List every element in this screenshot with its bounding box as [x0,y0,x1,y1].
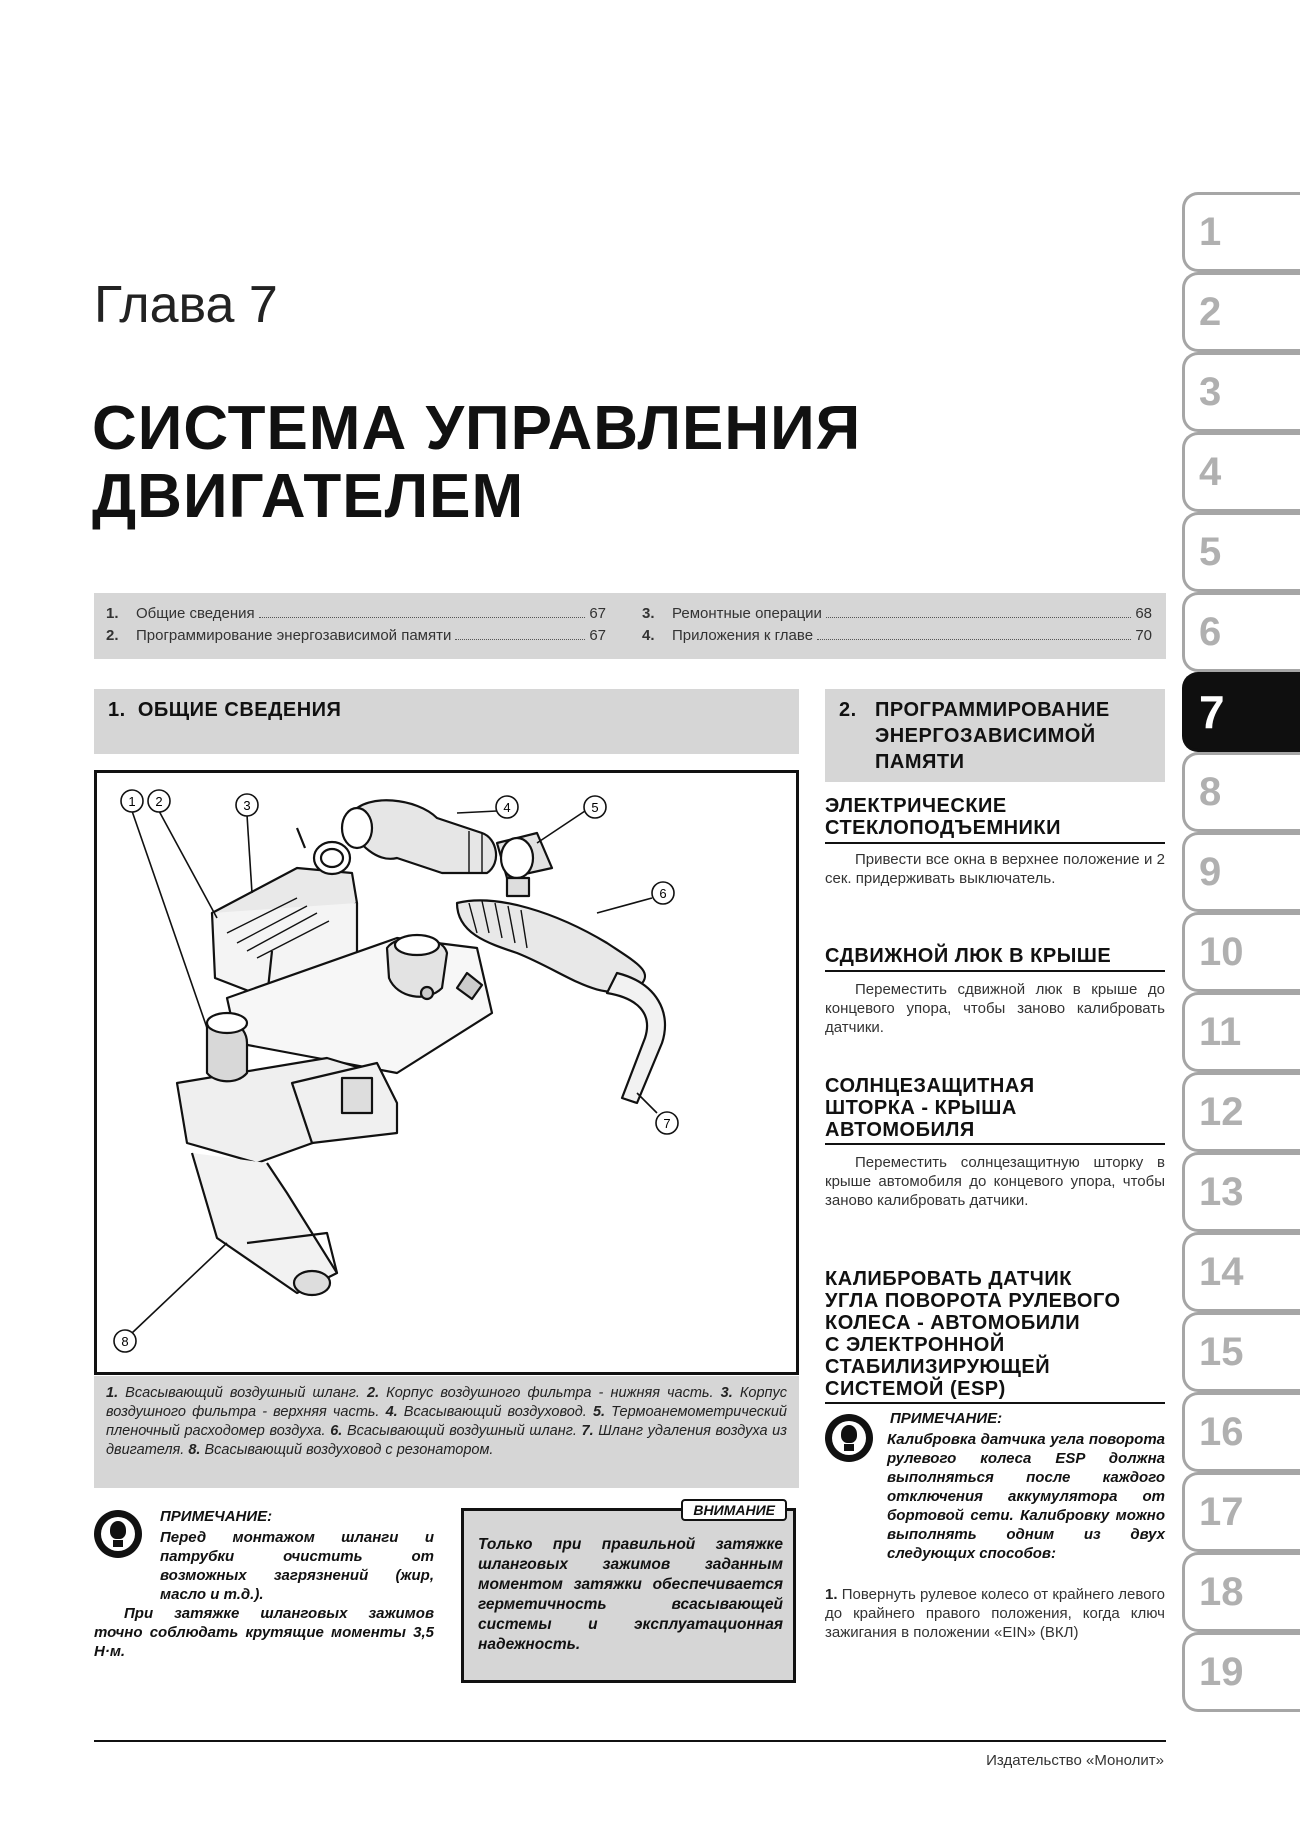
toc-num: 2. [106,627,119,644]
step-1 [825,1585,1165,1642]
warning-label: ВНИМАНИЕ [681,1499,787,1521]
intake-diagram [97,773,796,1372]
note-1-text-2: При затяжке шланговых зажимов точно соблюдать крутящие моменты 3,5 Н·м. [94,1605,434,1660]
toc-num: 4. [642,627,655,644]
caption-text: Всасывающий воздуховод. [397,1404,593,1420]
esp-heading-5: СТАБИЛИЗИРУЮЩЕЙ [825,1356,1051,1378]
svg-text:4: 4 [503,800,511,815]
caption-text: Всасывающий воздуховод с резонатором. [200,1442,494,1458]
chapter-tab-11[interactable]: 11 [1182,992,1300,1072]
caption-text: Всасывающий воздушный шланг. [342,1423,582,1439]
step-1-num: 1. [825,1586,838,1603]
esp-heading-3: КОЛЕСА - АВТОМОБИЛИ [825,1312,1081,1334]
chapter-tab-12[interactable]: 12 [1182,1072,1300,1152]
divider [825,1143,1165,1145]
toc-leader [259,616,586,618]
chapter-tab-10[interactable]: 10 [1182,912,1300,992]
sunblind-text: Переместить солнцезащитную шторку в крыше автомобиля до концевого упора, чтобы заново калибровать датчики. [825,1154,1165,1209]
section-1-title: ОБЩИЕ СВЕДЕНИЯ [137,699,342,721]
caption-num: 8. [188,1442,201,1458]
sunroof-text: Переместить сдвижной люк в крыше до концевого упора, чтобы заново калибровать датчики. [825,981,1165,1036]
caption-text: Термоанемометрический пленочный расходомер воздуха. [106,1404,787,1439]
callout-1 [121,790,143,812]
note-2-body [825,1430,1165,1563]
toc-label: Общие сведения [136,605,255,622]
svg-text:6: 6 [659,886,667,901]
toc-label: Приложения к главе [672,627,814,644]
publisher-footer: Издательство «Монолит» [986,1752,1164,1769]
section-2-title-2: ЭНЕРГОЗАВИСИМОЙ [875,725,1096,747]
svg-text:3: 3 [243,798,251,813]
toc-item [642,605,1152,622]
caption-num: 6. [330,1423,343,1439]
chapter-tab-7[interactable]: 7 [1182,672,1300,752]
note-2-title: ПРИМЕЧАНИЕ: [890,1410,1003,1427]
section-1-header [94,689,799,754]
warning-text: Только при правильной затяжке шланговых зажимов заданным моментом затяжки обеспечивается герметичность всасывающей системы и эксплуатационная надежность. [478,1536,783,1653]
svg-text:7: 7 [663,1116,671,1131]
esp-heading-4: С ЭЛЕКТРОННОЙ [825,1334,1005,1356]
toc-leader [817,638,1131,640]
caption-num: 4. [385,1404,398,1420]
title-line-1: СИСТЕМА УПРАВЛЕНИЯ [92,394,862,463]
chapter-tab-1[interactable]: 1 [1182,192,1300,272]
caption-num: 2. [367,1385,380,1401]
sunblind-heading-1: СОЛНЦЕЗАЩИТНАЯ [825,1075,1035,1097]
caption-num: 5. [592,1404,606,1420]
chapter-tab-14[interactable]: 14 [1182,1232,1300,1312]
section-2-header [825,689,1165,782]
engine-intake-figure [94,770,799,1375]
divider [825,1402,1165,1404]
esp-heading-6: СИСТЕМОЙ (ESP) [825,1378,1006,1400]
note-1-text-1: Перед монтажом шланги и патрубки очистить от возможных загрязнений (жир, масло и т.д.). [160,1529,434,1603]
divider [825,842,1165,844]
warning-box [461,1502,796,1683]
chapter-tab-8[interactable]: 8 [1182,752,1300,832]
note-2-text: Калибровка датчика угла поворота рулевого колеса ESP должна выполняться после каждого отключения аккумулятора от бортовой сети. Калибровку можно выполнять одним из двух следующих способов: [887,1431,1165,1562]
chapter-label: Глава 7 [94,276,278,334]
page-title [92,395,992,531]
chapter-tab-2[interactable]: 2 [1182,272,1300,352]
esp-heading-1: КАЛИБРОВАТЬ ДАТЧИК [825,1268,1072,1290]
title-line-2: ДВИГАТЕЛЕМ [92,462,525,531]
figure-caption [94,1376,799,1488]
toc-leader [826,616,1131,618]
sunblind-heading-3: АВТОМОБИЛЯ [825,1119,975,1141]
section-2-num: 2. [839,699,857,721]
caption-text: Корпус воздушного фильтра - верхняя часть. [106,1385,787,1420]
callout-4 [496,796,518,818]
toc-page: 67 [589,605,606,622]
chapter-tab-6[interactable]: 6 [1182,592,1300,672]
chapter-tabs [1182,192,1300,1712]
chapter-contents [94,593,1166,659]
section-2-title-1: ПРОГРАММИРОВАНИЕ [875,699,1110,721]
svg-text:8: 8 [121,1334,129,1349]
callout-7 [656,1112,678,1134]
windows-heading-2: СТЕКЛОПОДЪЕМНИКИ [825,817,1062,839]
svg-text:1: 1 [128,794,136,809]
sunblind-heading [825,1075,1035,1141]
toc-leader [455,638,585,640]
note-1-body [94,1528,434,1661]
chapter-tab-19[interactable]: 19 [1182,1632,1300,1712]
toc-page: 68 [1135,605,1152,622]
sunroof-heading: СДВИЖНОЙ ЛЮК В КРЫШЕ [825,945,1112,967]
windows-heading [825,795,1061,839]
chapter-tab-4[interactable]: 4 [1182,432,1300,512]
caption-num: 7. [581,1423,594,1439]
callout-5 [584,796,606,818]
toc-item [106,627,606,644]
esp-heading-2: УГЛА ПОВОРОТА РУЛЕВОГО [825,1290,1121,1312]
toc-page: 70 [1135,627,1152,644]
caption-num: 3. [720,1385,733,1401]
callout-2 [148,790,170,812]
toc-num: 3. [642,605,655,622]
section-1-num: 1. [108,699,126,721]
toc-label: Программирование энергозависимой памяти [136,627,452,644]
chapter-tab-3[interactable]: 3 [1182,352,1300,432]
chapter-tab-9[interactable]: 9 [1182,832,1300,912]
chapter-tab-17[interactable]: 17 [1182,1472,1300,1552]
callout-3 [236,794,258,816]
note-1-title: ПРИМЕЧАНИЕ: [160,1508,273,1525]
divider [825,970,1165,972]
caption-num: 1. [106,1385,119,1401]
svg-text:5: 5 [591,800,599,815]
section-2-title-3: ПАМЯТИ [875,751,965,773]
sunblind-heading-2: ШТОРКА - КРЫША [825,1097,1017,1119]
windows-heading-1: ЭЛЕКТРИЧЕСКИЕ [825,795,1007,817]
callout-6 [652,882,674,904]
caption-text: Шланг удаления воздуха из двигателя. [106,1423,787,1458]
chapter-tab-18[interactable]: 18 [1182,1552,1300,1632]
chapter-tab-13[interactable]: 13 [1182,1152,1300,1232]
footer-divider [94,1740,1166,1742]
esp-heading [825,1268,1121,1400]
svg-text:2: 2 [155,794,163,809]
toc-num: 1. [106,605,119,622]
windows-text: Привести все окна в верхнее положение и 2 сек. придерживать выключатель. [825,851,1165,887]
step-1-text: Повернуть рулевое колесо от крайнего левого до крайнего правого положения, когда ключ зажигания в положении «EIN» (ВКЛ) [825,1586,1165,1641]
toc-item [642,627,1152,644]
caption-text: Корпус воздушного фильтра - нижняя часть. [379,1385,721,1401]
chapter-tab-16[interactable]: 16 [1182,1392,1300,1472]
chapter-tab-5[interactable]: 5 [1182,512,1300,592]
chapter-tab-15[interactable]: 15 [1182,1312,1300,1392]
toc-page: 67 [589,627,606,644]
toc-label: Ремонтные операции [672,605,822,622]
toc-item [106,605,606,622]
callout-8 [114,1330,136,1352]
caption-text: Всасывающий воздушный шланг. [118,1385,368,1401]
